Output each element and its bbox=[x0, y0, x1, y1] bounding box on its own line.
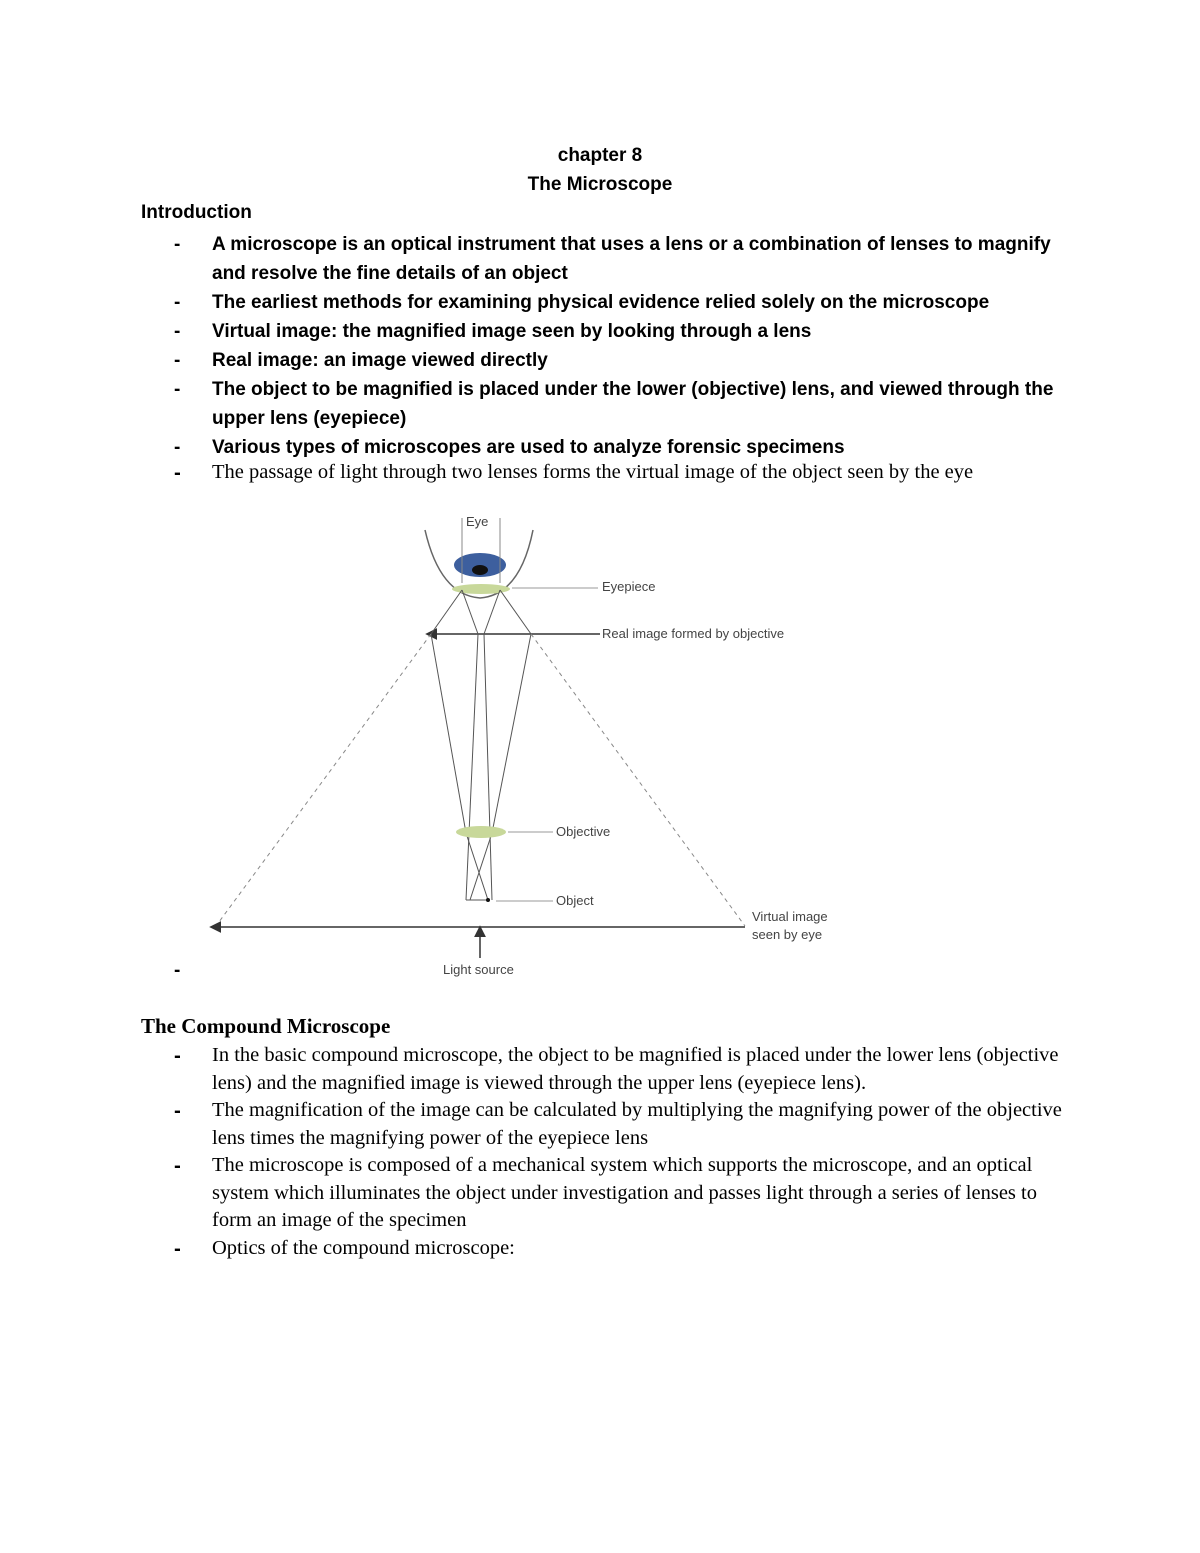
list-dash: - bbox=[174, 461, 181, 484]
list-item-text: The earliest methods for examining physical evidence relied solely on the microscope bbox=[212, 292, 990, 313]
ray-line bbox=[466, 634, 478, 900]
list-item-text: The magnification of the image can be calculated by multiplying the magnifying power of the objective lens times the magnifying power of the eyepiece lens bbox=[212, 1099, 1062, 1149]
list-item-text: Optics of the compound microscope: bbox=[212, 1236, 515, 1259]
term-virtual-image: Virtual image: bbox=[212, 321, 338, 342]
list-item-text: Various types of microscopes are used to analyze forensic specimens bbox=[212, 437, 845, 458]
list-dash: - bbox=[174, 1099, 181, 1122]
page-title: The Microscope bbox=[527, 174, 673, 195]
list-dash: - bbox=[174, 350, 181, 371]
ray-line bbox=[431, 634, 466, 833]
list-item bbox=[141, 1042, 1071, 1097]
ray-line bbox=[492, 634, 531, 833]
list-item-text: The passage of light through two lenses forms the virtual image of the object seen by the eye bbox=[212, 461, 974, 483]
list-dash: - bbox=[174, 234, 181, 255]
ray-line bbox=[470, 833, 492, 900]
compound-microscope-heading: The Compound Microscope bbox=[141, 1014, 391, 1038]
list-dash: - bbox=[174, 379, 181, 400]
introduction-heading: Introduction bbox=[141, 202, 252, 223]
list-item bbox=[141, 1235, 1071, 1263]
virtual-image-label-line1: Virtual image bbox=[752, 909, 828, 924]
virtual-rays bbox=[216, 634, 745, 926]
real-image-label: Real image formed by objective bbox=[602, 626, 785, 641]
objective-label: Objective bbox=[556, 824, 611, 839]
list-dash: - bbox=[174, 321, 181, 342]
list-dash: - bbox=[174, 960, 181, 981]
list-item-text: In the basic compound microscope, the object to be magnified is placed under the lower lens (objective lens) and the magnified image is viewed through the upper lens (eyepiece lens). bbox=[212, 1044, 1059, 1094]
virtual-ray-line bbox=[216, 634, 431, 926]
ray-line bbox=[484, 634, 492, 900]
pupil-icon bbox=[472, 565, 488, 575]
list-item-text: an image viewed directly bbox=[318, 350, 548, 371]
objective-lens-icon bbox=[456, 826, 506, 838]
list-dash: - bbox=[174, 437, 181, 458]
list-dash: - bbox=[174, 1236, 181, 1260]
ray-line bbox=[431, 590, 462, 634]
virtual-image-label-line2: seen by eye bbox=[752, 927, 823, 942]
list-item-text: The object to be magnified is placed under the lower (objective) lens, and viewed through the upper lens (eyepiece) bbox=[212, 379, 1054, 429]
list-item-text: The microscope is composed of a mechanical system which supports the microscope, and an optical system which illuminates the object under investigation and passes light through a series of lenses to form an image of the specimen bbox=[212, 1154, 1037, 1231]
light-rays bbox=[431, 590, 531, 900]
list-item bbox=[141, 1097, 1071, 1152]
ray-line bbox=[500, 590, 531, 634]
eye-label: Eye bbox=[466, 514, 489, 529]
light-source-label: Light source bbox=[443, 962, 514, 977]
list-dash: - bbox=[174, 292, 181, 313]
list-item-text: A microscope is an optical instrument that uses a lens or a combination of lenses to magnify and resolve the fine details of an object bbox=[212, 234, 1051, 284]
ray-line bbox=[466, 833, 488, 900]
virtual-ray-line bbox=[531, 634, 745, 926]
eyepiece-label: Eyepiece bbox=[602, 579, 656, 594]
term-real-image: Real image: bbox=[212, 350, 319, 371]
object-dot bbox=[486, 898, 490, 902]
list-dash: - bbox=[174, 1154, 181, 1177]
list-item bbox=[141, 1152, 1071, 1235]
object-label: Object bbox=[556, 893, 594, 908]
chapter-label: chapter 8 bbox=[557, 145, 643, 166]
list-dash: - bbox=[174, 1044, 181, 1067]
list-item-text: the magnified image seen by looking through a lens bbox=[337, 321, 812, 342]
compound-microscope-list bbox=[141, 1042, 1071, 1262]
